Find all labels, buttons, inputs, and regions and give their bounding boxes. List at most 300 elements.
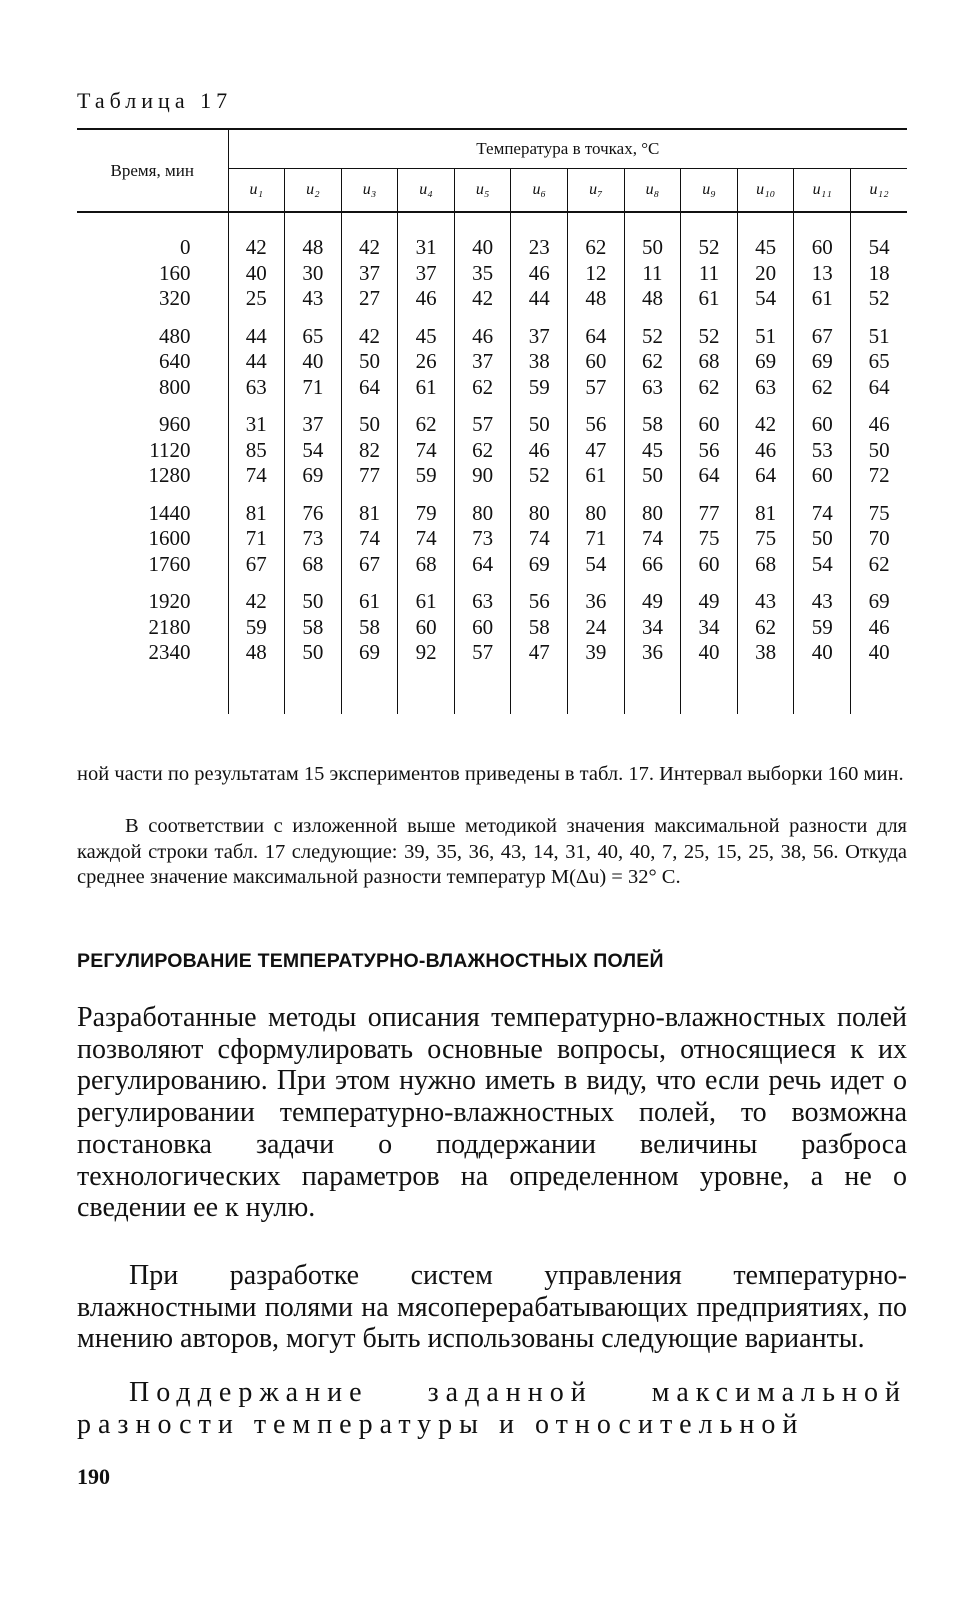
- temperature-cell: 40: [681, 640, 738, 666]
- temperature-cell: 62: [398, 412, 455, 438]
- temperature-cell: 47: [511, 640, 568, 666]
- temperature-cell: 49: [681, 589, 738, 615]
- temperature-table: [77, 128, 907, 714]
- temperature-cell: 40: [285, 349, 342, 375]
- spacer-cell: [454, 489, 511, 501]
- temperature-cell: 79: [398, 501, 455, 527]
- temperature-cell: 62: [851, 552, 908, 578]
- temperature-cell: 68: [737, 552, 794, 578]
- temperature-cell: 44: [228, 349, 285, 375]
- temperature-cell: 81: [737, 501, 794, 527]
- temperature-cell: 36: [624, 640, 681, 666]
- temperature-cell: 18: [851, 261, 908, 287]
- temperature-cell: 37: [511, 324, 568, 350]
- body-paragraph-3: Поддержание заданной максимальной разности температуры и относительной: [77, 1377, 907, 1440]
- time-cell: 0: [180, 235, 191, 259]
- spacer-cell: [681, 577, 738, 589]
- spacer-cell: [285, 212, 342, 235]
- spacer-cell: [285, 666, 342, 714]
- temperature-cell: 52: [511, 463, 568, 489]
- spacer-cell: [511, 312, 568, 324]
- spacer-cell: [794, 666, 851, 714]
- time-cell: 640: [159, 349, 191, 373]
- temperature-cell: 76: [285, 501, 342, 527]
- column-header-u12: u₁₂: [851, 169, 908, 213]
- temperature-cell: 63: [624, 375, 681, 401]
- temperature-cell: 51: [737, 324, 794, 350]
- spacer-cell: [285, 312, 342, 324]
- column-header-u8: u₈: [624, 169, 681, 213]
- spacer-cell: [454, 400, 511, 412]
- temperature-cell: 46: [511, 438, 568, 464]
- time-cell: 320: [159, 286, 191, 310]
- temperature-cell: 74: [341, 526, 398, 552]
- temperature-cell: 67: [228, 552, 285, 578]
- spacer-cell: [737, 489, 794, 501]
- temperature-cell: 68: [398, 552, 455, 578]
- spacer-cell: [398, 489, 455, 501]
- spacer-cell: [624, 666, 681, 714]
- temperature-cell: 13: [794, 261, 851, 287]
- table-row: [77, 349, 907, 375]
- temperature-cell: 45: [398, 324, 455, 350]
- spacer-cell: [398, 577, 455, 589]
- temperature-cell: 72: [851, 463, 908, 489]
- temperature-cell: 34: [681, 615, 738, 641]
- temperature-cell: 62: [454, 438, 511, 464]
- page-number: 190: [77, 1464, 110, 1489]
- spacer-cell: [568, 400, 625, 412]
- spacer-cell: [681, 489, 738, 501]
- temperature-cell: 46: [454, 324, 511, 350]
- temperature-cell: 42: [341, 324, 398, 350]
- temperature-cell: 64: [341, 375, 398, 401]
- spacer-cell: [851, 312, 908, 324]
- spacer-cell: [568, 212, 625, 235]
- spacer-cell: [341, 577, 398, 589]
- temperature-cell: 64: [681, 463, 738, 489]
- temperature-cell: 27: [341, 286, 398, 312]
- spacer-cell: [341, 666, 398, 714]
- temperature-cell: 42: [228, 589, 285, 615]
- temperature-cell: 50: [624, 235, 681, 261]
- temperature-cell: 37: [285, 412, 342, 438]
- temperature-cell: 44: [511, 286, 568, 312]
- temperature-cell: 80: [511, 501, 568, 527]
- spacer-cell: [624, 400, 681, 412]
- temperature-cell: 46: [737, 438, 794, 464]
- temperature-cell: 46: [851, 615, 908, 641]
- temperature-cell: 46: [511, 261, 568, 287]
- table-row: [77, 286, 907, 312]
- body-paragraph-2: При разработке систем управления температурно-влажностными полями на мясоперерабатывающих предприятиях, по мнению авторов, могут быть использованы следующие варианты.: [77, 1260, 907, 1355]
- spacer-cell: [624, 312, 681, 324]
- spacer-cell: [454, 666, 511, 714]
- temperature-cell: 60: [568, 349, 625, 375]
- temperature-cell: 69: [851, 589, 908, 615]
- table-row: [77, 261, 907, 287]
- temperature-cell: 50: [341, 349, 398, 375]
- temperature-cell: 61: [341, 589, 398, 615]
- temperature-cell: 60: [454, 615, 511, 641]
- spacer-cell: [341, 400, 398, 412]
- spacer-cell: [228, 400, 285, 412]
- table-caption: Таблица 17: [77, 88, 233, 113]
- temperature-cell: 62: [681, 375, 738, 401]
- temperature-cell: 50: [511, 412, 568, 438]
- temperature-cell: 54: [794, 552, 851, 578]
- spacer-cell: [851, 666, 908, 714]
- spacer-cell: [737, 577, 794, 589]
- column-header-u3: u₃: [341, 169, 398, 213]
- temperature-cell: 74: [794, 501, 851, 527]
- temperature-cell: 42: [228, 235, 285, 261]
- temperature-cell: 74: [398, 526, 455, 552]
- temperature-cell: 67: [794, 324, 851, 350]
- spacer-cell: [511, 212, 568, 235]
- column-header-u7: u₇: [568, 169, 625, 213]
- temperature-cell: 50: [624, 463, 681, 489]
- temperature-cell: 75: [737, 526, 794, 552]
- time-cell: 1120: [149, 437, 191, 462]
- temperature-cell: 54: [285, 438, 342, 464]
- temperature-cell: 74: [511, 526, 568, 552]
- spacer-cell: [398, 666, 455, 714]
- temperature-cell: 59: [398, 463, 455, 489]
- spacer-cell: [228, 212, 285, 235]
- time-cell: 960: [159, 412, 191, 436]
- table-row: [77, 375, 907, 401]
- spacer-cell: [77, 312, 228, 324]
- temperature-cell: 52: [624, 324, 681, 350]
- spacer-cell: [737, 312, 794, 324]
- temperature-cell: 50: [285, 589, 342, 615]
- temperature-cell: 71: [568, 526, 625, 552]
- spacer-cell: [794, 577, 851, 589]
- paragraph-table-intro: ной части по результатам 15 экспериментов приведены в табл. 17. Интервал выборки 160 мин.: [77, 763, 904, 785]
- column-header-u4: u₄: [398, 169, 455, 213]
- temperature-cell: 64: [454, 552, 511, 578]
- spacer-cell: [77, 666, 228, 714]
- spacer-cell: [511, 577, 568, 589]
- temperature-cell: 71: [285, 375, 342, 401]
- temperature-cell: 60: [794, 412, 851, 438]
- temperature-cell: 46: [398, 286, 455, 312]
- spacer-cell: [851, 577, 908, 589]
- time-cell: 2180: [148, 614, 191, 639]
- temperature-cell: 48: [568, 286, 625, 312]
- time-cell: 1600: [148, 526, 191, 550]
- spacer-cell: [77, 577, 228, 589]
- time-cell: 160: [159, 260, 191, 285]
- temperature-cell: 54: [737, 286, 794, 312]
- temperature-cell: 52: [851, 286, 908, 312]
- column-header-u11: u₁₁: [794, 169, 851, 213]
- table-row: [77, 615, 907, 641]
- table-row: [77, 552, 907, 578]
- column-header-u10: u₁₀: [737, 169, 794, 213]
- spacer-cell: [851, 212, 908, 235]
- temperature-cell: 63: [454, 589, 511, 615]
- spacer-cell: [511, 666, 568, 714]
- time-cell: 1280: [148, 463, 191, 487]
- temperature-cell: 43: [285, 286, 342, 312]
- temperature-cell: 57: [568, 375, 625, 401]
- temperature-group-header: Температура в точках, °С: [228, 129, 907, 169]
- temperature-cell: 71: [228, 526, 285, 552]
- temperature-cell: 73: [454, 526, 511, 552]
- temperature-cell: 65: [285, 324, 342, 350]
- body-paragraph-1: Разработанные методы описания температурно-влажностных полей позволяют сформулировать основные вопросы, относящиеся к их регулированию. При этом нужно иметь в виду, что если речь идет о регулировании температурно-влажностных полей, то возможна постановка задачи о поддержании величины разброса технологических параметров на определенном уровне, а не о сведении ее к нулю.: [77, 1002, 907, 1224]
- time-cell: 800: [159, 374, 191, 399]
- temperature-cell: 40: [454, 235, 511, 261]
- spacer-cell: [794, 400, 851, 412]
- column-header-u9: u₉: [681, 169, 738, 213]
- temperature-cell: 60: [398, 615, 455, 641]
- spacer-cell: [285, 489, 342, 501]
- temperature-cell: 12: [568, 261, 625, 287]
- temperature-cell: 42: [341, 235, 398, 261]
- spacer-cell: [851, 489, 908, 501]
- spacer-row: [77, 666, 907, 714]
- temperature-cell: 52: [681, 324, 738, 350]
- temperature-cell: 62: [624, 349, 681, 375]
- temperature-cell: 56: [511, 589, 568, 615]
- spacer-cell: [77, 212, 228, 235]
- spacer-row: [77, 400, 907, 412]
- temperature-cell: 53: [794, 438, 851, 464]
- spacer-row: [77, 577, 907, 589]
- temperature-cell: 30: [285, 261, 342, 287]
- temperature-cell: 61: [681, 286, 738, 312]
- temperature-cell: 48: [228, 640, 285, 666]
- spacer-cell: [228, 666, 285, 714]
- spacer-cell: [341, 312, 398, 324]
- temperature-cell: 73: [285, 526, 342, 552]
- temperature-cell: 80: [568, 501, 625, 527]
- spacer-cell: [511, 489, 568, 501]
- spacer-cell: [624, 577, 681, 589]
- temperature-cell: 38: [511, 349, 568, 375]
- temperature-cell: 58: [624, 412, 681, 438]
- temperature-cell: 58: [285, 615, 342, 641]
- temperature-cell: 59: [794, 615, 851, 641]
- spacer-cell: [511, 400, 568, 412]
- temperature-cell: 66: [624, 552, 681, 578]
- temperature-cell: 85: [228, 438, 285, 464]
- spacer-cell: [681, 212, 738, 235]
- temperature-cell: 42: [454, 286, 511, 312]
- temperature-cell: 69: [285, 463, 342, 489]
- spacer-cell: [228, 312, 285, 324]
- spacer-cell: [568, 577, 625, 589]
- temperature-cell: 69: [341, 640, 398, 666]
- temperature-cell: 34: [624, 615, 681, 641]
- temperature-cell: 74: [228, 463, 285, 489]
- table-row: [77, 324, 907, 350]
- temperature-cell: 25: [228, 286, 285, 312]
- temperature-cell: 42: [737, 412, 794, 438]
- spacer-cell: [341, 212, 398, 235]
- spacer-cell: [568, 666, 625, 714]
- temperature-cell: 39: [568, 640, 625, 666]
- temperature-cell: 64: [851, 375, 908, 401]
- spacer-cell: [398, 400, 455, 412]
- temperature-cell: 60: [681, 552, 738, 578]
- temperature-cell: 44: [228, 324, 285, 350]
- temperature-cell: 37: [398, 261, 455, 287]
- spacer-cell: [737, 400, 794, 412]
- temperature-cell: 43: [737, 589, 794, 615]
- temperature-cell: 69: [511, 552, 568, 578]
- temperature-cell: 50: [851, 438, 908, 464]
- temperature-cell: 45: [737, 235, 794, 261]
- temperature-cell: 75: [851, 501, 908, 527]
- temperature-cell: 77: [341, 463, 398, 489]
- temperature-cell: 57: [454, 412, 511, 438]
- spacer-cell: [737, 666, 794, 714]
- temperature-cell: 20: [737, 261, 794, 287]
- temperature-cell: 62: [794, 375, 851, 401]
- spacer-cell: [454, 212, 511, 235]
- temperature-cell: 11: [681, 261, 738, 287]
- temperature-cell: 92: [398, 640, 455, 666]
- time-cell: 480: [159, 323, 191, 348]
- spacer-cell: [681, 312, 738, 324]
- temperature-cell: 77: [681, 501, 738, 527]
- temperature-cell: 59: [511, 375, 568, 401]
- temperature-cell: 48: [285, 235, 342, 261]
- temperature-cell: 58: [511, 615, 568, 641]
- spacer-cell: [77, 489, 228, 501]
- spacer-cell: [794, 489, 851, 501]
- spacer-cell: [341, 489, 398, 501]
- spacer-row: [77, 489, 907, 501]
- temperature-cell: 23: [511, 235, 568, 261]
- spacer-cell: [454, 312, 511, 324]
- spacer-cell: [568, 312, 625, 324]
- temperature-cell: 81: [341, 501, 398, 527]
- temperature-cell: 38: [737, 640, 794, 666]
- temperature-cell: 90: [454, 463, 511, 489]
- temperature-cell: 54: [851, 235, 908, 261]
- temperature-cell: 69: [737, 349, 794, 375]
- spacer-cell: [454, 577, 511, 589]
- table-row: [77, 235, 907, 261]
- temperature-cell: 81: [228, 501, 285, 527]
- temperature-cell: 31: [228, 412, 285, 438]
- temperature-cell: 36: [568, 589, 625, 615]
- temperature-cell: 43: [794, 589, 851, 615]
- temperature-cell: 59: [228, 615, 285, 641]
- spacer-cell: [851, 400, 908, 412]
- temperature-cell: 60: [794, 463, 851, 489]
- spacer-cell: [285, 577, 342, 589]
- spacer-cell: [794, 312, 851, 324]
- temperature-cell: 68: [285, 552, 342, 578]
- temperature-cell: 48: [624, 286, 681, 312]
- temperature-cell: 61: [398, 375, 455, 401]
- paragraph-max-difference: [77, 814, 907, 891]
- spacer-cell: [285, 400, 342, 412]
- table-row: [77, 438, 907, 464]
- temperature-cell: 61: [398, 589, 455, 615]
- spacer-cell: [624, 212, 681, 235]
- temperature-cell: 57: [454, 640, 511, 666]
- spacer-cell: [568, 489, 625, 501]
- time-cell: 1440: [148, 500, 191, 525]
- time-cell: 2340: [148, 640, 191, 664]
- temperature-cell: 61: [794, 286, 851, 312]
- temperature-cell: 64: [737, 463, 794, 489]
- temperature-cell: 56: [568, 412, 625, 438]
- temperature-cell: 63: [737, 375, 794, 401]
- temperature-cell: 60: [681, 412, 738, 438]
- temperature-cell: 24: [568, 615, 625, 641]
- temperature-cell: 69: [794, 349, 851, 375]
- temperature-cell: 35: [454, 261, 511, 287]
- column-header-u6: u₆: [511, 169, 568, 213]
- temperature-cell: 50: [341, 412, 398, 438]
- column-header-u1: u₁: [228, 169, 285, 213]
- temperature-cell: 80: [454, 501, 511, 527]
- temperature-cell: 52: [681, 235, 738, 261]
- spacer-cell: [228, 577, 285, 589]
- temperature-cell: 37: [454, 349, 511, 375]
- spacer-cell: [624, 489, 681, 501]
- spacer-cell: [794, 212, 851, 235]
- spacer-cell: [681, 400, 738, 412]
- time-column-header: Время, мин: [77, 129, 228, 212]
- temperature-cell: 50: [285, 640, 342, 666]
- temperature-cell: 58: [341, 615, 398, 641]
- temperature-cell: 11: [624, 261, 681, 287]
- spacer-cell: [228, 489, 285, 501]
- temperature-cell: 46: [851, 412, 908, 438]
- table-row: [77, 501, 907, 527]
- paragraph-max-difference-text: В соответствии с изложенной выше методикой значения максимальной разности для каждой строки табл. 17 следующие: 39, 35, 36, 43, 14, 31, 40, 40, 7, 25, 15, 25, 38, 56. Откуда среднее значение максимальной разности температур M(Δu) = 32° С.: [77, 815, 907, 888]
- temperature-cell: 31: [398, 235, 455, 261]
- temperature-cell: 67: [341, 552, 398, 578]
- temperature-cell: 45: [624, 438, 681, 464]
- temperature-cell: 62: [737, 615, 794, 641]
- time-cell: 1760: [148, 551, 191, 576]
- spacer-row: [77, 212, 907, 235]
- table-row: [77, 463, 907, 489]
- spacer-cell: [737, 212, 794, 235]
- table-row: [77, 412, 907, 438]
- temperature-cell: 62: [454, 375, 511, 401]
- temperature-cell: 75: [681, 526, 738, 552]
- temperature-cell: 82: [341, 438, 398, 464]
- temperature-cell: 80: [624, 501, 681, 527]
- table-row: [77, 589, 907, 615]
- section-heading: РЕГУЛИРОВАНИЕ ТЕМПЕРАТУРНО-ВЛАЖНОСТНЫХ ПОЛЕЙ: [77, 950, 664, 972]
- time-cell: 1920: [148, 589, 191, 613]
- temperature-cell: 68: [681, 349, 738, 375]
- spacer-cell: [398, 212, 455, 235]
- temperature-cell: 56: [681, 438, 738, 464]
- table-row: [77, 526, 907, 552]
- temperature-cell: 49: [624, 589, 681, 615]
- spacer-row: [77, 312, 907, 324]
- temperature-cell: 62: [568, 235, 625, 261]
- temperature-cell: 60: [794, 235, 851, 261]
- temperature-cell: 63: [228, 375, 285, 401]
- temperature-cell: 50: [794, 526, 851, 552]
- spacer-cell: [398, 312, 455, 324]
- spacer-cell: [77, 400, 228, 412]
